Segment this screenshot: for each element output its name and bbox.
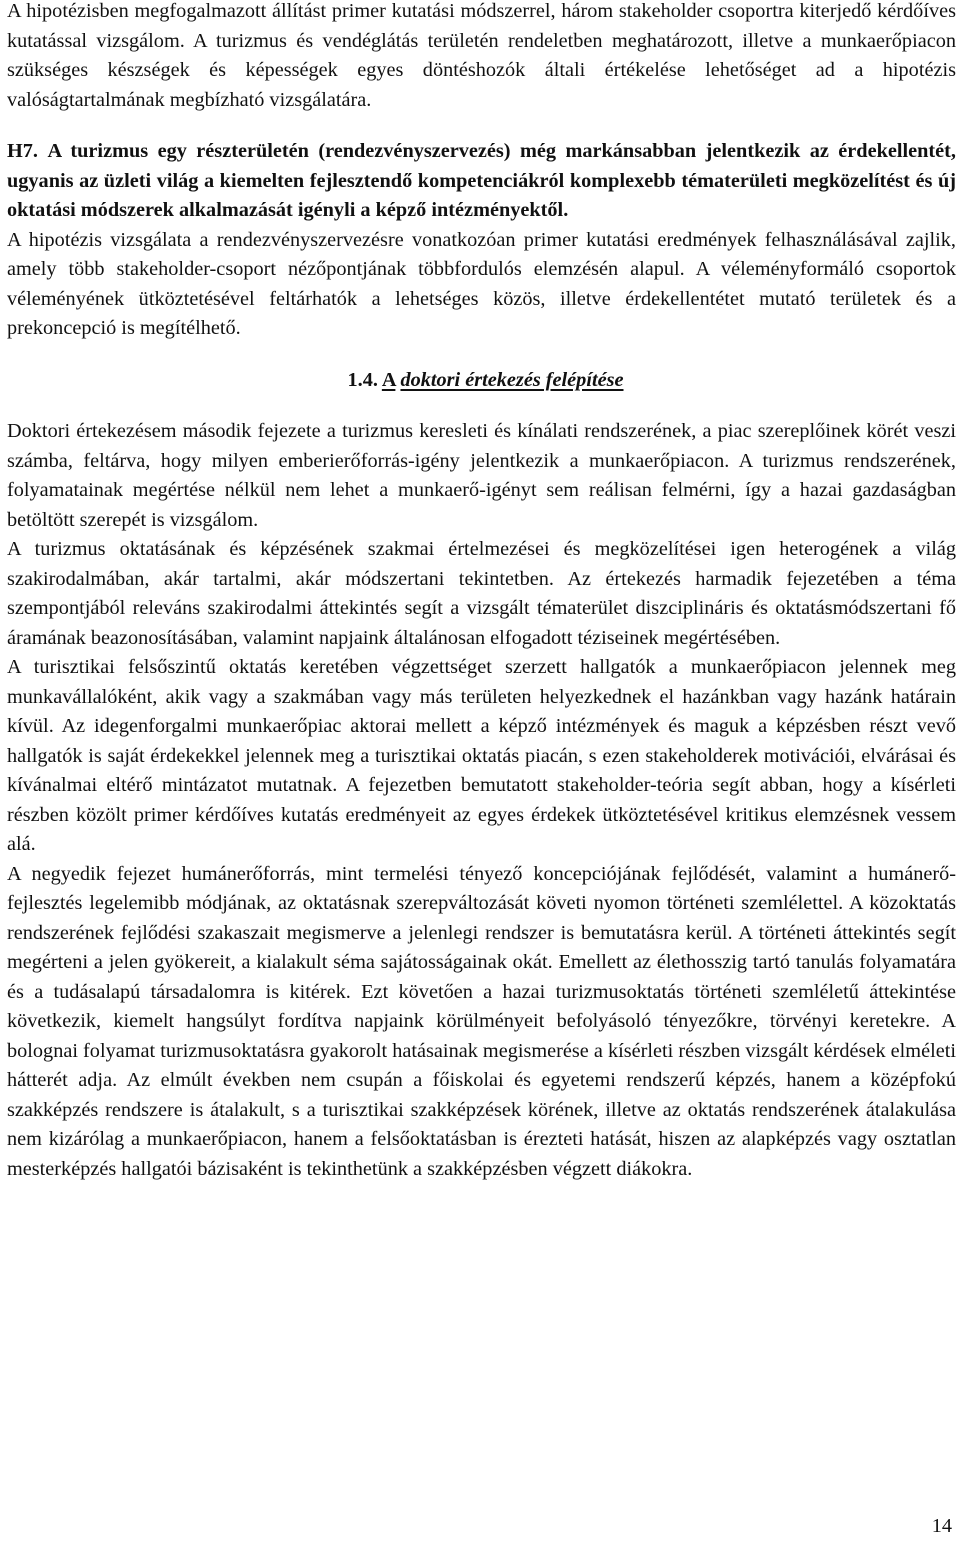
spacer	[7, 344, 956, 366]
spacer	[7, 115, 956, 137]
body-paragraph-3: A turisztikai felsőszintű oktatás keretében végzettséget szerzett hallgatók a munkaerőpiacon jelennek meg munkavállalóként, akik vagy a szakmában vagy más területen helyezkednek el hazánkban vagy hazánk határain kívül. Az idegenforgalmi munkaerőpiac aktorai mellett a képző intézmények és maguk a képzésben részt vevő hallgatók is saját érdekekkel jelennek meg a turisztikai oktatás piacán, s ezen stakeholderek motivációi, elvárásai és kívánalmai eltérő mintázatot mutatnak. A fejezetben bemutatott stakeholder-teória segít abban, hogy a kísérleti részben közölt primer kérdőíves kutatás eredményeit az egyes érdekek ütköztetésével kritikus elemzésnek vessem alá.	[7, 656, 956, 855]
section-title-article: A	[381, 368, 396, 391]
section-heading	[7, 366, 956, 396]
body-paragraph-4: A negyedik fejezet humánerőforrás, mint termelési tényező koncepciójának fejlődését, valamint a humánerő-fejlesztés legelemibb módjának, az oktatásnak szerepváltozását követi nyomon történeti szemlélettel. A közoktatás rendszerének fejlődési szakaszait megismerve a jelenlegi rendszer is bemutatásra kerül. A történeti áttekintés segít megérteni a jelen gyökereit, a kialakult séma sajátosságainak okát. Emellett az élethosszig tartó tanulás folyamatára és a tudásalapú társadalomra is kitérek. Ezt követően a hazai turizmusoktatás történeti szemléletű áttekintése következik, kiemelt hangsúlyt fordítva napjaink körülményeit befolyásoló tényezőkre, törvényi keretekre. A bolognai folyamat turizmusoktatásra gyakorolt hatásainak megismerése a kísérleti részben vizsgált kérdések elméleti hátterét adja. Az elmúlt években nem csupán a főiskolai és egyetemi rendszerű képzés, hanem a középfokú szakképzés rendszere is átalakult, s a turisztikai szakképzések körének, illetve az oktatás rendszerének átalakulása nem kizárólag a munkaerőpiacon, hanem a felsőoktatásban is érezteti hatását, hiszen az alapképzés vagy osztatlan mesterképzés hallgatói bázisaként is tekinthetünk a szakképzésben végzett diákokra.	[7, 862, 956, 1180]
hypothesis-method-paragraph: A hipotézis vizsgálata a rendezvényszervezésre vonatkozóan primer kutatási eredmények felhasználásával zajlik, amely több stakeholder-csoport nézőpontjának többfordulós elemzésén alapul. A véleményformáló csoportok véleményének ütköztetésével feltárhatók a lehetséges közös, illetve érdekellentétet mutató területek és a prekoncepció is megítélhető.	[7, 228, 956, 339]
hypothesis-text: A turizmus egy részterületén (rendezvényszervezés) még markánsabban jelentkezik az érdekellentét, ugyanis az üzleti világ a kiemelten fejlesztendő kompetenciákról komplexebb tématerületi megközelítést és új oktatási módszerek alkalmazását igényli a képző intézményektől.	[7, 140, 956, 221]
hypothesis-h7	[7, 137, 956, 226]
body-paragraph-1: Doktori értekezésem második fejezete a turizmus keresleti és kínálati rendszerének, a piac szereplőinek körét veszi számba, feltárva, hogy milyen emberierőforrás-igény jelentkezik a munkaerőpiacon. A turizmus rendszerének, folyamatainak megértése nélkül nem lehet a munkaerő-igényt sem reálisan felmérni, így a hazai gazdaságban betöltött szerepét is vizsgálom.	[7, 420, 956, 531]
document-page	[7, 0, 956, 1184]
body-paragraph-2: A turizmus oktatásának és képzésének szakmai értelmezései és megközelítései igen heterogének a világ szakirodalmában, akár tartalmi, akár módszertani tekintetben. Az értekezés harmadik fejezetében a téma szempontjából releváns szakirodalmi áttekintés segít a vizsgált tématerület diszciplináris és oktatásmódszertani fő áramának beazonosításában, valamint napjaink általánosan elfogadott téziseinek megértésében.	[7, 538, 956, 649]
hypothesis-label: H7.	[7, 140, 38, 162]
section-number: 1.4.	[347, 368, 378, 391]
spacer	[7, 395, 956, 417]
intro-paragraph: A hipotézisben megfogalmazott állítást primer kutatási módszerrel, három stakeholder csoportra kiterjedő kérdőíves kutatással vizsgálom. A turizmus és vendéglátás területén rendeletben meghatározott, illetve a munkaerőpiacon szükséges készségek és képességek egyes döntéshozók általi értékelése lehetőséget ad a hipotézis valóságtartalmának megbízható vizsgálatára.	[7, 0, 956, 111]
section-title: doktori értekezés felépítése	[400, 368, 624, 391]
page-number: 14	[931, 1515, 952, 1537]
